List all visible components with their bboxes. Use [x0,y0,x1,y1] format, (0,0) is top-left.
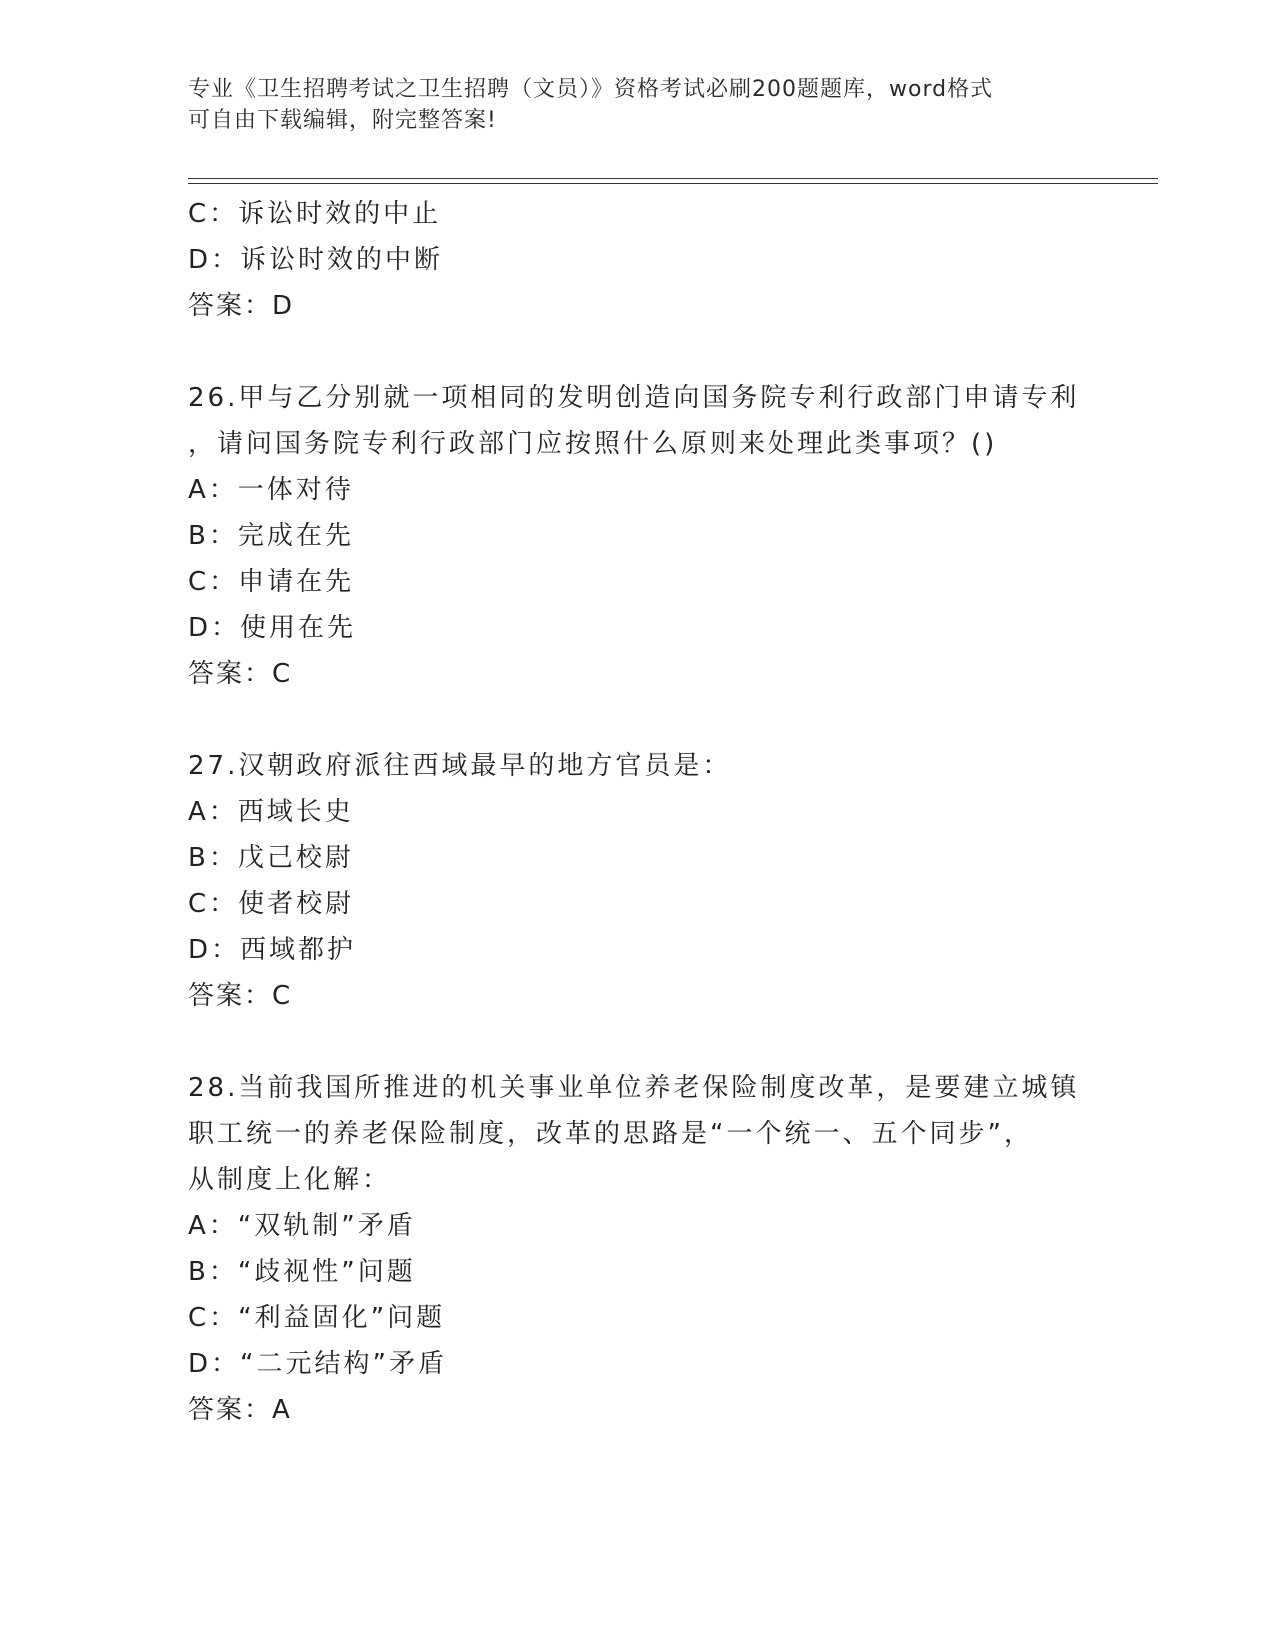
option-d: D：使用在先 [188,613,357,643]
option-a: A：一体对待 [188,475,354,505]
question-stem-continued: 从制度上化解： [188,1165,392,1195]
question-26 [188,375,1088,697]
option-b: B：“歧视性”问题 [188,1257,416,1287]
option-b: B：完成在先 [188,521,354,551]
spacer [188,697,1088,743]
option-c: C：诉讼时效的中止 [188,199,442,229]
question-stem: 26.甲与乙分别就一项相同的发明创造向国务院专利行政部门申请专利 [188,383,1080,413]
option-d: D：西域都护 [188,935,357,965]
answer-line: 答案：D [188,291,295,321]
question-stem: 28.当前我国所推进的机关事业单位养老保险制度改革，是要建立城镇 [188,1073,1080,1103]
option-c: C：“利益固化”问题 [188,1303,446,1333]
question-list [188,191,1088,1433]
header-line-2: 可自由下载编辑，附完整答案! [188,108,497,133]
option-a: A：西域长史 [188,797,354,827]
option-d: D：“二元结构”矛盾 [188,1349,447,1379]
answer-line: 答案：C [188,981,293,1011]
header-divider-bottom [188,183,1158,184]
option-c: C：申请在先 [188,567,355,597]
answer-line: 答案：C [188,659,293,689]
question-stem-continued: ，请问国务院专利行政部门应按照什么原则来处理此类事项？() [188,429,998,459]
option-a: A：“双轨制”矛盾 [188,1211,416,1241]
option-d: D：诉讼时效的中断 [188,245,444,275]
question-25-tail [188,191,1088,329]
header-line-1: 专业《卫生招聘考试之卫生招聘（文员）》资格考试必刷200题题库，word格式 [188,77,994,102]
option-c: C：使者校尉 [188,889,355,919]
question-stem: 27.汉朝政府派往西域最早的地方官员是： [188,751,732,781]
header-divider-top [188,178,1158,179]
spacer [188,1019,1088,1065]
question-stem-continued: 职工统一的养老保险制度，改革的思路是“一个统一、五个同步”， [188,1119,1033,1149]
question-28 [188,1065,1088,1433]
answer-line: 答案：A [188,1395,292,1425]
spacer [188,329,1088,375]
document-header [188,74,1068,136]
question-27 [188,743,1088,1019]
option-b: B：戊己校尉 [188,843,354,873]
